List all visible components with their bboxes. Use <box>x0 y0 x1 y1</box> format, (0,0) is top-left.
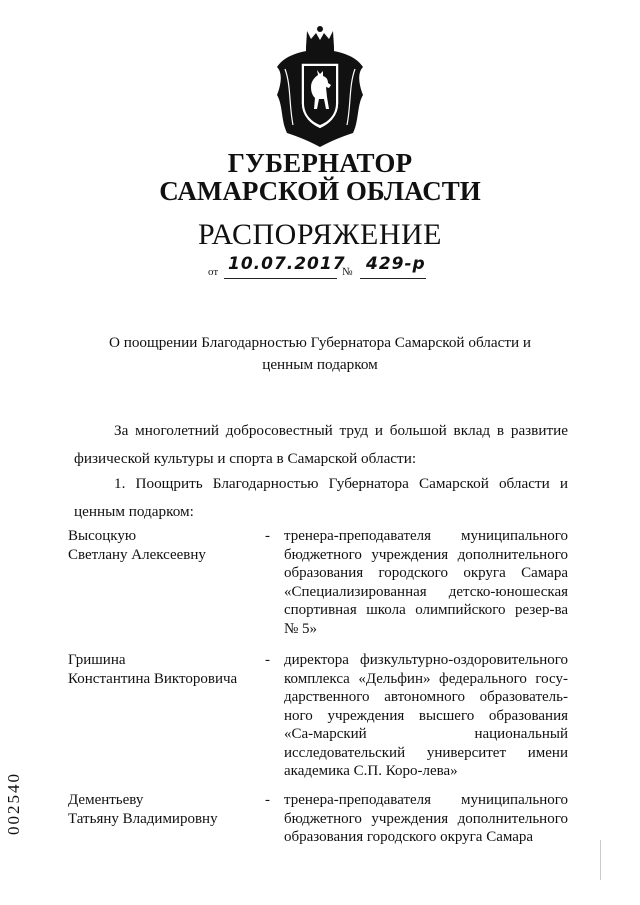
handwritten-number: 429-р <box>366 254 426 274</box>
body-paragraph-1-cont: физической культуры и спорта в Самарской области: <box>74 450 417 467</box>
number-label: № <box>342 266 353 278</box>
header-governor: ГУБЕРНАТОР <box>227 148 413 178</box>
recipient-given-names: Татьяну Владимировну <box>68 810 218 827</box>
date-underline <box>224 278 337 279</box>
body-paragraph-1: За многолетний добросовестный труд и большой вклад в развитие <box>114 422 568 439</box>
body-paragraph-2-cont: ценным подарком: <box>74 503 194 520</box>
number-underline <box>360 278 426 279</box>
samara-coat-of-arms-icon <box>271 25 369 150</box>
recipient-position: директора физкультурно-оздоровительного комплекса «Дельфин» федерального госу-дарственного автономного образователь-ного учреждения высшего образования «Са-марский национальный исследовательский университет имени академика С.П. Коро-лева» <box>284 652 568 779</box>
recipient-name <box>68 791 258 828</box>
subject-line-2: ценным подарком <box>262 356 378 373</box>
subject <box>70 332 570 376</box>
recipient-position: тренера-преподавателя муниципального бюджетного учреждения дополнительного образования городского округа Самара <box>284 792 568 845</box>
recipient-name <box>68 651 258 688</box>
handwritten-date: 10.07.2017 <box>228 254 346 274</box>
recipient-position: тренера-преподавателя муниципального бюджетного учреждения дополнительного образования городского округа Самара «Специализированная детско-юношеская спортивная школа олимпийского резер-ва № 5» <box>284 528 568 637</box>
registration-stamp-number: 002540 <box>4 772 23 836</box>
date-number-line <box>208 254 438 284</box>
entry-dash: - <box>265 792 270 808</box>
entry-dash: - <box>265 528 270 544</box>
recipient-given-names: Светлану Алексеевну <box>68 546 206 563</box>
recipient-surname: Дементьеву <box>68 792 144 808</box>
subject-line-1: О поощрении Благодарностью Губернатора Самарской области и <box>108 334 532 351</box>
recipient-name <box>68 527 258 564</box>
body-paragraph-2: 1. Поощрить Благодарностью Губернатора Самарской области и <box>114 475 568 492</box>
recipient-given-names: Константина Викторовича <box>68 670 238 687</box>
recipient-surname: Высоцкую <box>68 528 137 544</box>
entry-dash: - <box>265 652 270 668</box>
header-region: САМАРСКОЙ ОБЛАСТИ <box>159 176 481 206</box>
date-from-label: от <box>208 266 219 278</box>
scan-edge-line <box>600 840 601 880</box>
document-type: РАСПОРЯЖЕНИЕ <box>197 218 443 251</box>
recipient-surname: Гришина <box>68 652 126 668</box>
